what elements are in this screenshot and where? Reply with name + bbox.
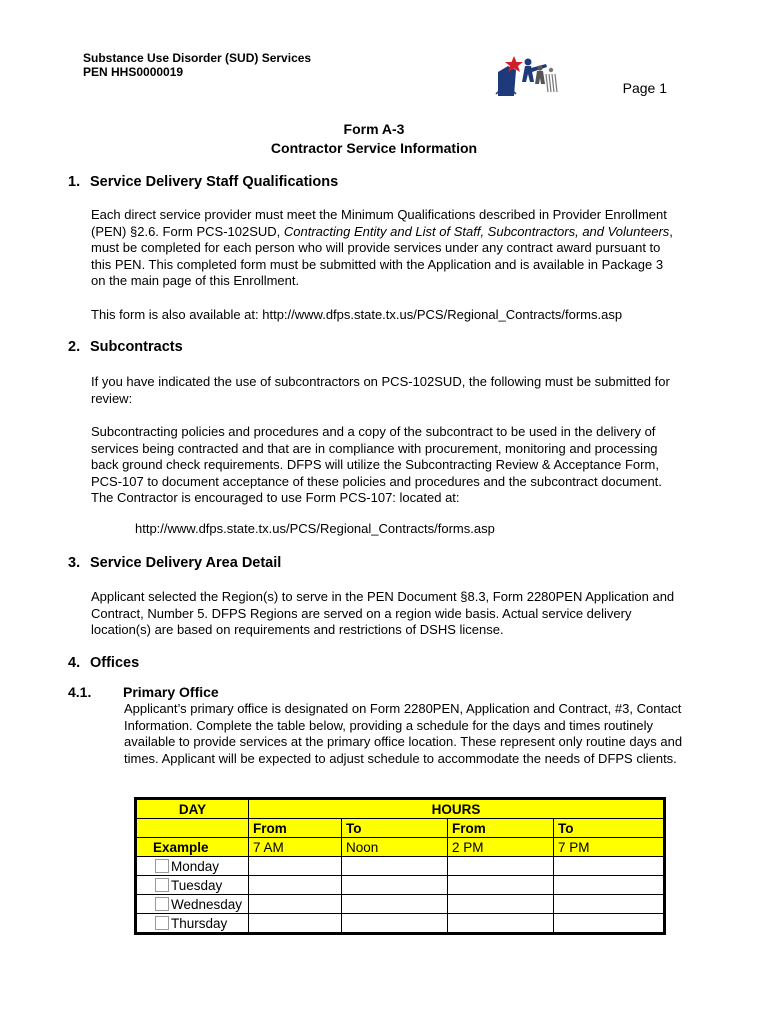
table-header-row — [136, 799, 665, 819]
hours-input-cell[interactable] — [448, 857, 554, 876]
day-label: Wednesday — [171, 896, 243, 912]
hours-input-cell[interactable] — [448, 895, 554, 914]
table-row — [136, 895, 665, 914]
section-2-body — [91, 374, 681, 507]
hours-input-cell[interactable] — [249, 895, 342, 914]
section-4-1-body — [124, 701, 684, 767]
example-value: 7 PM — [554, 838, 665, 857]
agency-logo — [494, 48, 572, 96]
day-cell — [136, 914, 249, 934]
day-cell — [136, 857, 249, 876]
day-checkbox[interactable] — [155, 916, 169, 930]
hours-input-cell[interactable] — [554, 876, 665, 895]
example-value: Noon — [342, 838, 448, 857]
section-3-paragraph: Applicant selected the Region(s) to serve in the PEN Document §8.3, Form 2280PEN Application and Contract, Number 5. DFPS Regions are served on a region wide basis. Actual service delivery location(s) are based on requirements and restrictions of DSHS license. — [91, 589, 675, 637]
hours-input-cell[interactable] — [342, 876, 448, 895]
day-cell — [136, 876, 249, 895]
primary-office-schedule-table — [134, 797, 666, 935]
section-2-intro: If you have indicated the use of subcontractors on PCS-102SUD, the following must be submitted for review: — [91, 374, 670, 406]
day-label: Monday — [171, 858, 220, 874]
table-row — [136, 876, 665, 895]
section-1-body — [91, 207, 681, 323]
from-header: From — [448, 819, 554, 838]
header-pen: PEN HHS0000019 — [83, 65, 184, 79]
hours-header: HOURS — [249, 799, 665, 819]
hours-input-cell[interactable] — [448, 914, 554, 934]
day-cell — [136, 895, 249, 914]
to-header: To — [342, 819, 448, 838]
section-3-body — [91, 589, 681, 639]
hours-input-cell[interactable] — [342, 914, 448, 934]
section-1-availability: This form is also available at: http://www.dfps.state.tx.us/PCS/Regional_Contracts/forms.asp — [91, 306, 623, 322]
from-header: From — [249, 819, 342, 838]
form-title: Contractor Service Information — [270, 140, 478, 156]
day-header: DAY — [136, 799, 249, 819]
section-4-1-heading: 4.1. Primary Office — [68, 684, 219, 700]
hours-input-cell[interactable] — [448, 876, 554, 895]
form-number: Form A-3 — [343, 121, 405, 137]
day-checkbox[interactable] — [155, 897, 169, 911]
table-row — [136, 857, 665, 876]
day-subheader-cell — [136, 819, 249, 838]
example-value: 2 PM — [448, 838, 554, 857]
to-header: To — [554, 819, 665, 838]
day-label: Thursday — [171, 915, 228, 931]
hours-input-cell[interactable] — [554, 914, 665, 934]
section-1-paragraph: Each direct service provider must meet the Minimum Qualifications described in Provider Enrollment (PEN) §2.6. Form PCS-102SUD, Contracting Entity and List of Staff, Subcontractors, and Volunteers, must be completed for each person who will provide services under any contract award pursuant to this PEN. This completed form must be submitted with the Application and is available in Package 3 on the main page of this Enrollment. — [91, 207, 673, 288]
table-subheader-row — [136, 819, 665, 838]
table-row — [136, 914, 665, 934]
section-1-heading: 1. Service Delivery Staff Qualifications — [68, 174, 339, 190]
example-row — [136, 838, 665, 857]
hours-input-cell[interactable] — [249, 914, 342, 934]
hours-input-cell[interactable] — [249, 857, 342, 876]
section-2-requirements: Subcontracting policies and procedures and a copy of the subcontract to be used in the delivery of services being contracted and that are in compliance with procurement, monitoring and processing back ground check requirements. DFPS will utilize the Subcontracting Review & Acceptance Form, PCS-107 to document acceptance of these policies and procedures and the subcontract document. The Contractor is encouraged to use Form PCS-107: located at: — [91, 424, 662, 505]
hours-input-cell[interactable] — [249, 876, 342, 895]
page-number: Page 1 — [622, 80, 667, 96]
section-4-1-paragraph: Applicant’s primary office is designated on Form 2280PEN, Application and Contract, #3, Contact Information. Complete the table below, providing a schedule for the days and times routinely available to provide services at the primary office location. These represent only routine days and times. Applicant will be expected to adjust schedule to accommodate the needs of DFPS clients. — [124, 701, 683, 766]
example-label: Example — [136, 838, 249, 857]
hours-input-cell[interactable] — [342, 857, 448, 876]
day-checkbox[interactable] — [155, 859, 169, 873]
hours-input-cell[interactable] — [554, 857, 665, 876]
day-label: Tuesday — [171, 877, 223, 893]
subcontract-forms-link[interactable]: http://www.dfps.state.tx.us/PCS/Regional_Contracts/forms.asp — [135, 521, 495, 536]
example-value: 7 AM — [249, 838, 342, 857]
hours-input-cell[interactable] — [342, 895, 448, 914]
section-3-heading: 3. Service Delivery Area Detail — [68, 555, 282, 571]
section-4-heading: 4. Offices — [68, 655, 140, 671]
hours-input-cell[interactable] — [554, 895, 665, 914]
day-checkbox[interactable] — [155, 878, 169, 892]
header-program: Substance Use Disorder (SUD) Services — [83, 51, 312, 65]
section-2-heading: 2. Subcontracts — [68, 339, 183, 355]
